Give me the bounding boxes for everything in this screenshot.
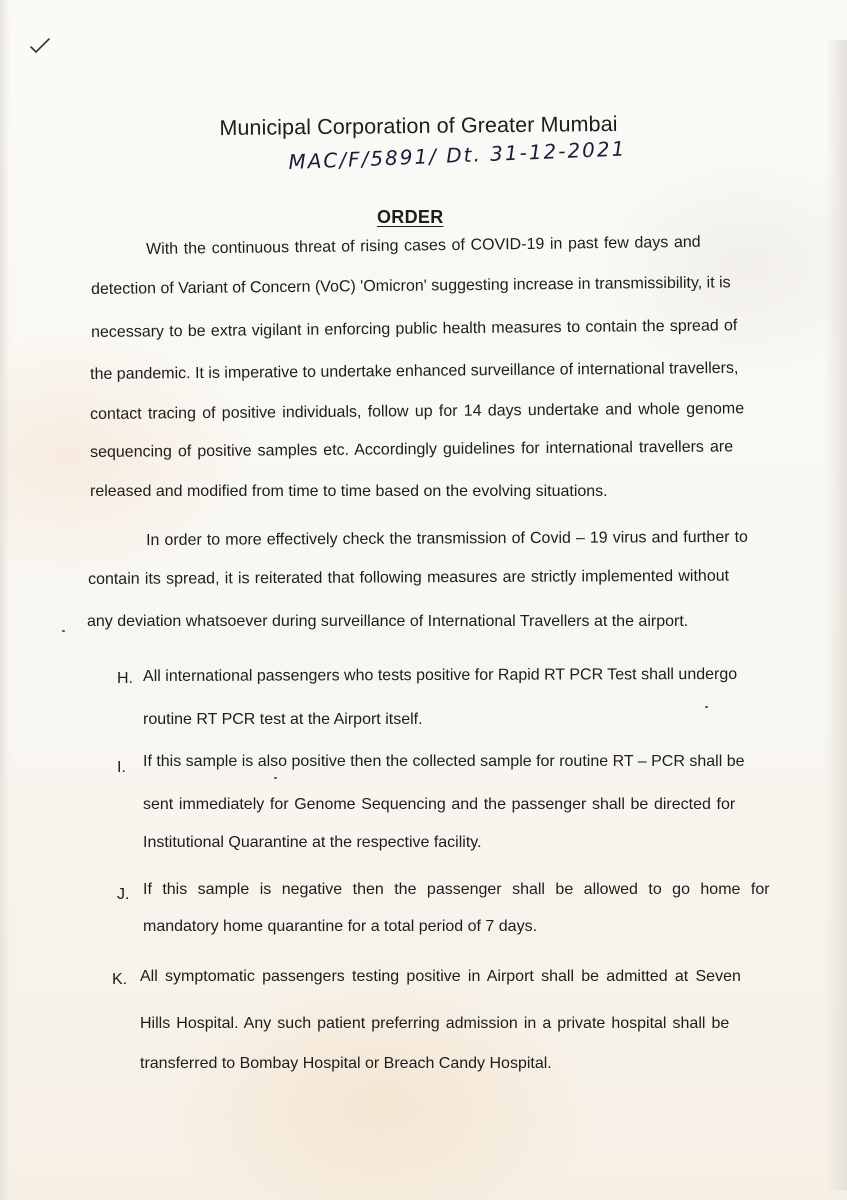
paragraph-1-line-3: necessary to be extra vigilant in enforcing public health measures to contain the spread of bbox=[91, 317, 738, 341]
paragraph-2-line-2: contain its spread, it is reiterated that following measures are strictly implemented without bbox=[88, 567, 730, 588]
paragraph-1-line-6: sequencing of positive samples etc. Accordingly guidelines for international travellers are bbox=[90, 438, 734, 461]
page-right-shadow bbox=[825, 40, 847, 1190]
list-item-k-line-3: transferred to Bombay Hospital or Breach Candy Hospital. bbox=[140, 1055, 552, 1072]
scan-speck bbox=[274, 777, 277, 779]
list-item-j-line-2: mandatory home quarantine for a total period of 7 days. bbox=[143, 918, 538, 935]
check-mark-icon bbox=[28, 36, 52, 56]
paragraph-1-line-2: detection of Variant of Concern (VoC) 'Omicron' suggesting increase in transmissibility, it is bbox=[91, 274, 731, 298]
list-item-letter-k: K. bbox=[112, 971, 128, 988]
paragraph-2-line-1: In order to more effectively check the transmission of Covid – 19 virus and further to bbox=[146, 528, 748, 549]
list-item-i-line-3: Institutional Quarantine at the respective facility. bbox=[143, 834, 482, 851]
header-title: Municipal Corporation of Greater Mumbai bbox=[219, 111, 618, 141]
paragraph-1-line-4: the pandemic. It is imperative to undertake enhanced surveillance of international travellers, bbox=[90, 359, 739, 383]
handwritten-reference: MAC/F/5891/ Dt. 31-12-2021 bbox=[288, 136, 627, 174]
list-item-letter-h: H. bbox=[117, 670, 133, 687]
list-item-i-line-2: sent immediately for Genome Sequencing and the passenger shall be directed for bbox=[143, 796, 736, 813]
page-left-shadow bbox=[0, 0, 10, 1200]
list-item-h-line-1: All international passengers who tests positive for Rapid RT PCR Test shall undergo bbox=[143, 665, 738, 685]
scan-speck bbox=[62, 630, 65, 632]
list-item-k-line-2: Hills Hospital. Any such patient preferring admission in a private hospital shall be bbox=[140, 1015, 730, 1032]
scan-speck bbox=[705, 706, 708, 708]
paragraph-1-line-5: contact tracing of positive individuals, follow up for 14 days undertake and whole genome bbox=[90, 400, 745, 423]
list-item-j-line-1: If this sample is negative then the passenger shall be allowed to go home for bbox=[143, 881, 770, 898]
list-item-k-line-1: All symptomatic passengers testing positive in Airport shall be admitted at Seven bbox=[140, 968, 741, 985]
list-item-i-line-1: If this sample is also positive then the collected sample for routine RT – PCR shall be bbox=[143, 753, 745, 770]
list-item-h-line-2: routine RT PCR test at the Airport itself. bbox=[143, 711, 423, 728]
paragraph-1-line-1: With the continuous threat of rising cases of COVID-19 in past few days and bbox=[146, 233, 701, 258]
paragraph-2-line-3: any deviation whatsoever during surveillance of International Travellers at the airport. bbox=[87, 613, 689, 630]
list-item-letter-j: J. bbox=[117, 886, 130, 903]
paragraph-1-line-7: released and modified from time to time based on the evolving situations. bbox=[90, 483, 608, 500]
order-title: ORDER bbox=[377, 207, 444, 227]
list-item-letter-i: I. bbox=[117, 759, 126, 776]
